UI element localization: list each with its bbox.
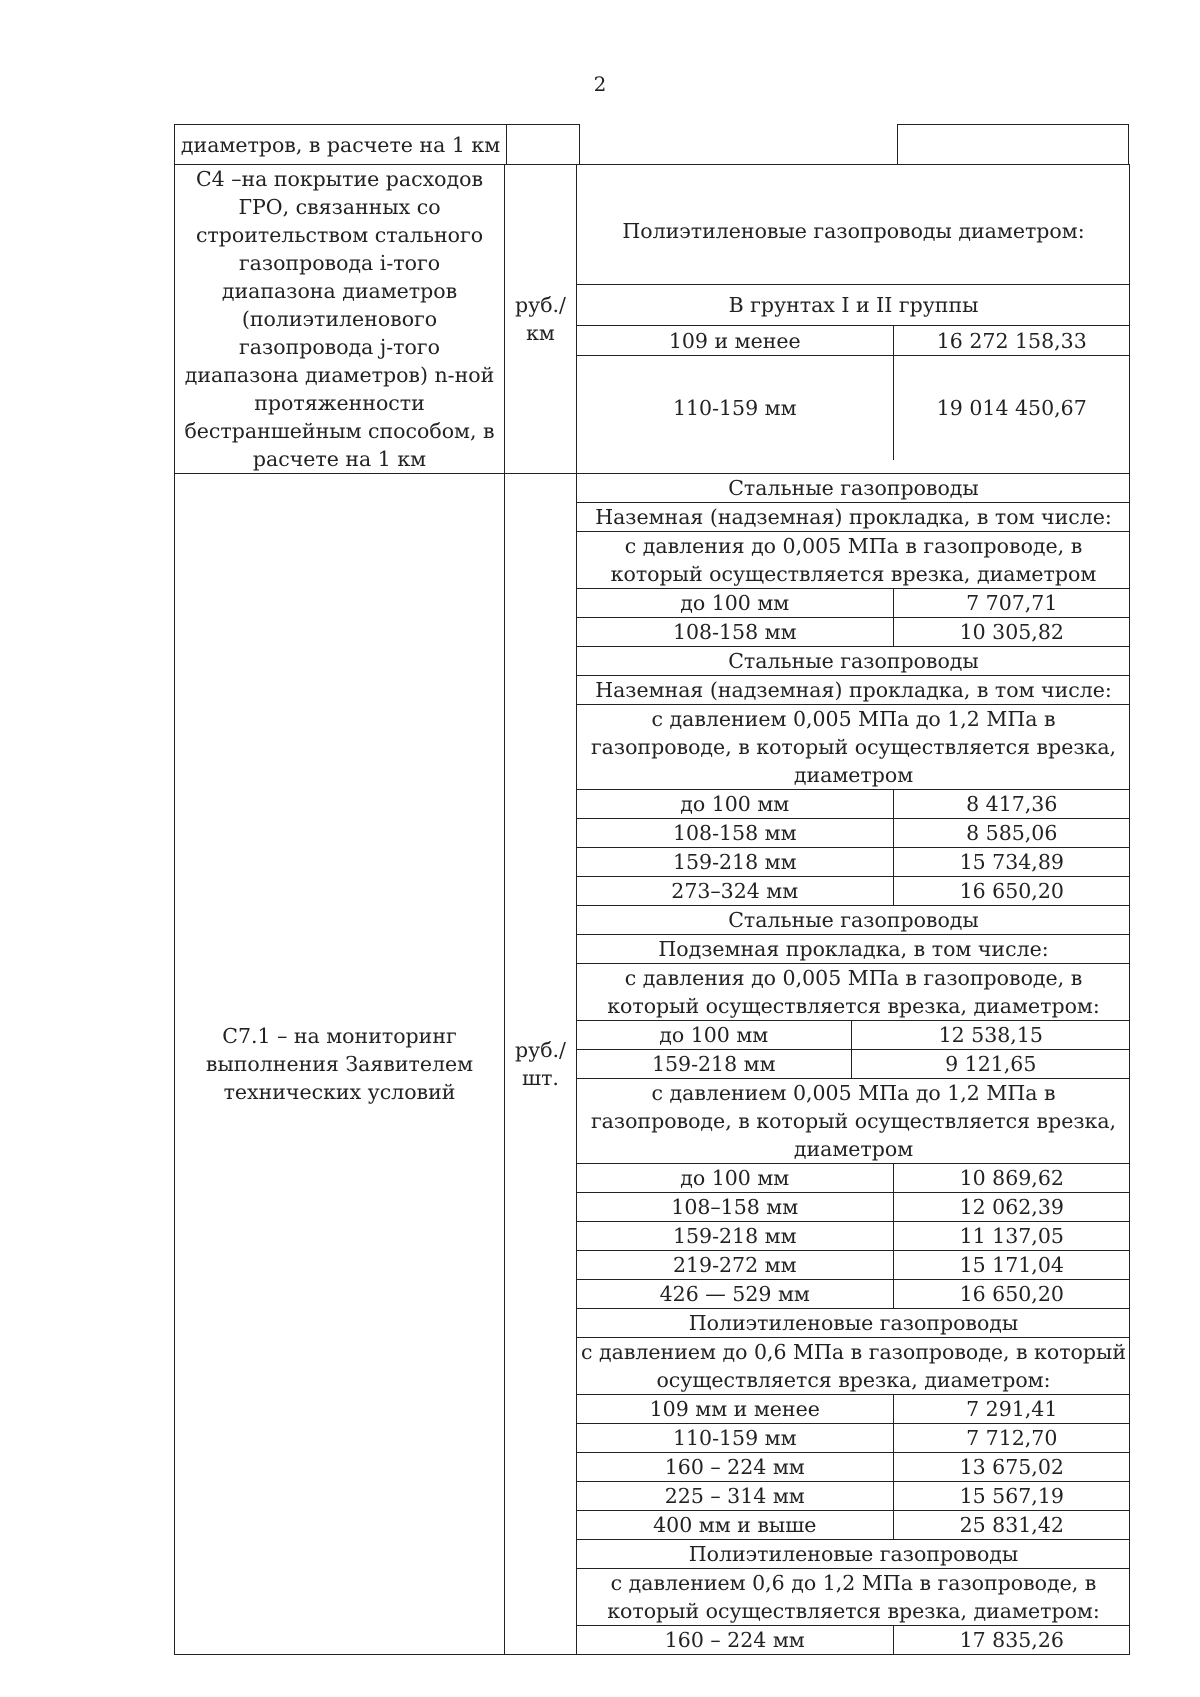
section-header: Стальные газопроводы bbox=[577, 647, 1130, 676]
description-cell: диаметров, в расчете на 1 км bbox=[175, 125, 507, 165]
description-cell: С4 –на покрытие расходов ГРО, связанных со строительством стального газопровода i-того диапазона диаметров (полиэтиленового газопровода j-того диапазона диаметров) n-ной протяженности бестраншейным способом, в расчете на 1 км bbox=[175, 165, 505, 474]
diameter-label: 225 – 314 мм bbox=[577, 1482, 893, 1511]
page-number: 2 bbox=[593, 72, 607, 96]
section-subheader: В грунтах I и II группы bbox=[577, 285, 1130, 326]
diameter-label: 219-272 мм bbox=[577, 1251, 893, 1280]
diameter-label: 108-158 мм bbox=[577, 618, 893, 647]
price-value: 19 014 450,67 bbox=[893, 356, 1130, 461]
price-value: 7 712,70 bbox=[893, 1424, 1130, 1453]
price-value: 13 675,02 bbox=[893, 1453, 1130, 1482]
unit-cell: руб./ шт. bbox=[505, 474, 577, 1655]
price-value: 15 171,04 bbox=[893, 1251, 1130, 1280]
table-row-c4 bbox=[175, 165, 1130, 474]
diameter-label: 110-159 мм bbox=[577, 1424, 893, 1453]
diameter-label: до 100 мм bbox=[577, 1164, 893, 1193]
section-subheader: Наземная (надземная) прокладка, в том числе: bbox=[577, 676, 1130, 705]
price-value: 10 305,82 bbox=[893, 618, 1130, 647]
section-header: Стальные газопроводы bbox=[577, 906, 1130, 935]
section-header: Полиэтиленовые газопроводы диаметром: bbox=[577, 178, 1130, 285]
values-block bbox=[577, 165, 1130, 474]
diameter-label: до 100 мм bbox=[577, 790, 893, 819]
section-condition: с давления до 0,005 МПа в газопроводе, в который осуществляется врезка, диаметром: bbox=[577, 964, 1130, 1021]
diameter-label: до 100 мм bbox=[577, 1021, 851, 1050]
diameter-label: 159-218 мм bbox=[577, 1222, 893, 1251]
diameter-label: 159-218 мм bbox=[577, 848, 893, 877]
unit-cell: руб./ км bbox=[505, 165, 577, 474]
diameter-label: 159-218 мм bbox=[577, 1050, 851, 1079]
section-condition: с давлением 0,6 до 1,2 МПа в газопроводе, в который осуществляется врезка, диаметром: bbox=[577, 1569, 1130, 1626]
diameter-label: 426 — 529 мм bbox=[577, 1280, 893, 1309]
price-value: 15 734,89 bbox=[893, 848, 1130, 877]
section-subheader: Подземная прокладка, в том числе: bbox=[577, 935, 1130, 964]
price-value: 17 835,26 bbox=[893, 1626, 1130, 1655]
section-subheader: Наземная (надземная) прокладка, в том числе: bbox=[577, 503, 1130, 532]
price-value: 16 650,20 bbox=[893, 877, 1130, 906]
diameter-label: 108–158 мм bbox=[577, 1193, 893, 1222]
diameter-label: 273–324 мм bbox=[577, 877, 893, 906]
price-value: 9 121,65 bbox=[851, 1050, 1130, 1079]
diameter-label: 108-158 мм bbox=[577, 819, 893, 848]
price-value: 15 567,19 bbox=[893, 1482, 1130, 1511]
price-value: 12 538,15 bbox=[851, 1021, 1130, 1050]
tariff-table bbox=[174, 124, 1129, 165]
section-header: Стальные газопроводы bbox=[577, 474, 1130, 503]
section-condition: с давлением 0,005 МПа до 1,2 МПа в газопроводе, в который осуществляется врезка, диаметром bbox=[577, 1079, 1130, 1164]
price-value: 11 137,05 bbox=[893, 1222, 1130, 1251]
price-value: 8 585,06 bbox=[893, 819, 1130, 848]
price-value: 12 062,39 bbox=[893, 1193, 1130, 1222]
description-cell: С7.1 – на мониторинг выполнения Заявителем технических условий bbox=[175, 474, 505, 1655]
table-row-c71 bbox=[175, 474, 1130, 1655]
section-condition: с давлением до 0,6 МПа в газопроводе, в который осуществляется врезка, диаметром: bbox=[577, 1338, 1130, 1395]
price-value: 16 650,20 bbox=[893, 1280, 1130, 1309]
diameter-label: 160 – 224 мм bbox=[577, 1453, 893, 1482]
diameter-label: 109 мм и менее bbox=[577, 1395, 893, 1424]
diameter-label: 109 и менее bbox=[577, 326, 893, 356]
values-block bbox=[577, 474, 1130, 1655]
price-value: 16 272 158,33 bbox=[893, 326, 1130, 356]
table-row bbox=[175, 125, 1129, 165]
diameter-label: 400 мм и выше bbox=[577, 1511, 893, 1540]
diameter-label: 160 – 224 мм bbox=[577, 1626, 893, 1655]
value-cell bbox=[897, 125, 1128, 165]
diameter-label: 110-159 мм bbox=[577, 356, 893, 461]
price-value: 7 707,71 bbox=[893, 589, 1130, 618]
section-header: Полиэтиленовые газопроводы bbox=[577, 1540, 1130, 1569]
price-value: 25 831,42 bbox=[893, 1511, 1130, 1540]
price-value: 10 869,62 bbox=[893, 1164, 1130, 1193]
tariff-table-c4 bbox=[174, 164, 1130, 1655]
section-condition: с давлением 0,005 МПа до 1,2 МПа в газопроводе, в который осуществляется врезка, диаметром bbox=[577, 705, 1130, 790]
unit-cell bbox=[507, 125, 579, 165]
gap-cell bbox=[579, 125, 897, 165]
price-value: 7 291,41 bbox=[893, 1395, 1130, 1424]
section-condition: с давления до 0,005 МПа в газопроводе, в который осуществляется врезка, диаметром bbox=[577, 532, 1130, 589]
diameter-label: до 100 мм bbox=[577, 589, 893, 618]
section-header: Полиэтиленовые газопроводы bbox=[577, 1309, 1130, 1338]
price-value: 8 417,36 bbox=[893, 790, 1130, 819]
